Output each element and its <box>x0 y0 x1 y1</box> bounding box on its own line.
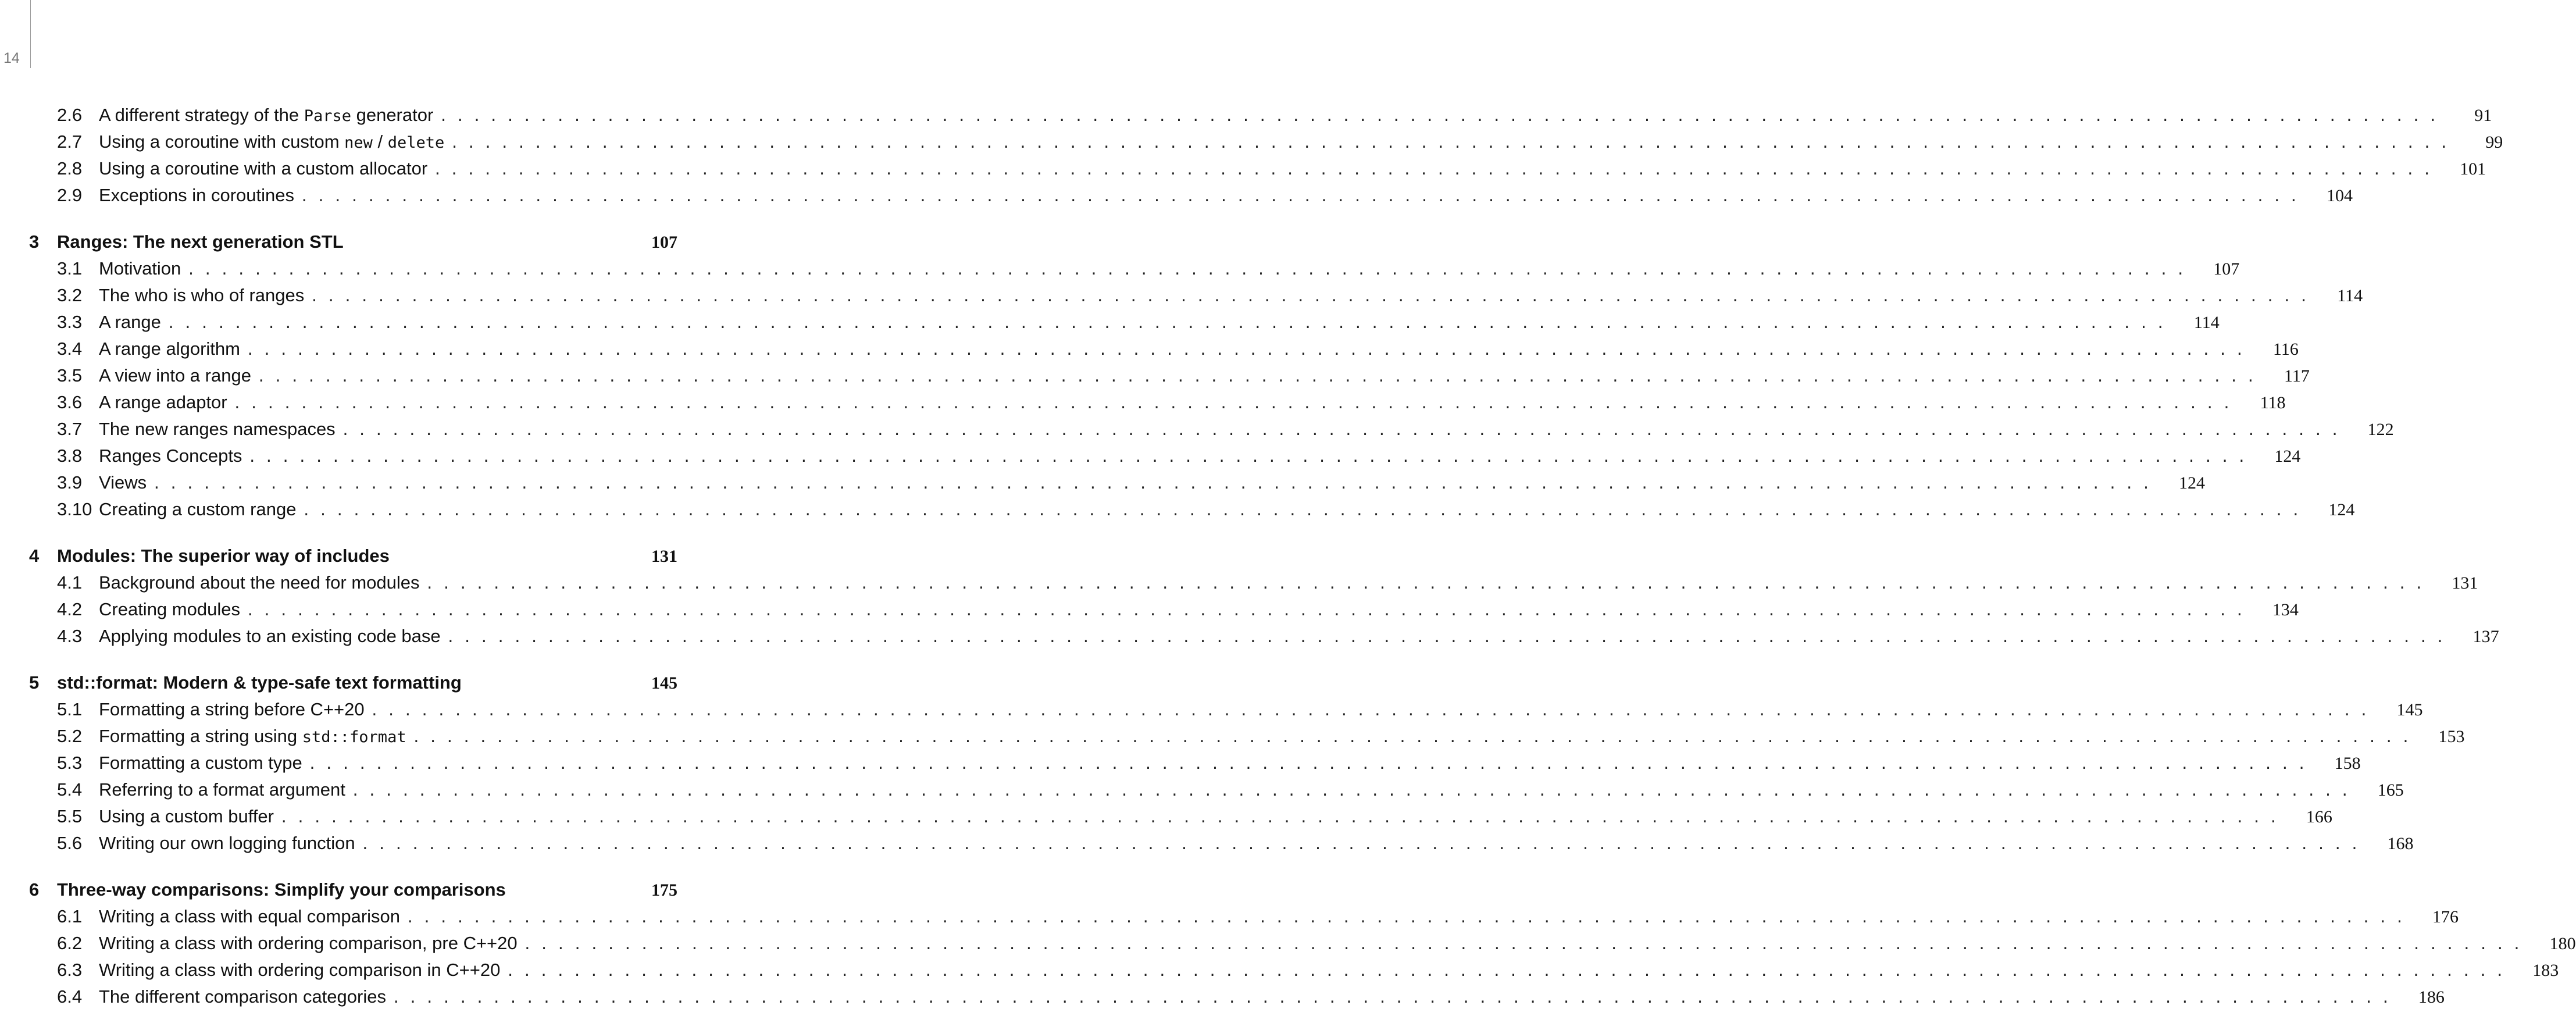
dot-leader: ........................................................................................................................ <box>341 422 2347 439</box>
dot-leader: ........................................................................................................................ <box>412 729 2418 746</box>
section-title-text: Formatting a custom type <box>99 753 302 773</box>
section-number: 4.3 <box>57 626 83 646</box>
dot-leader: ........................................................................................................................ <box>439 108 2446 124</box>
section-title-text: Writing a class with ordering comparison, pre C++20 <box>99 933 518 953</box>
dot-leader: ........................................................................................................................ <box>245 342 2252 358</box>
toc-entry-row[interactable] <box>29 750 2361 776</box>
dot-leader: ........................................................................................................................ <box>166 315 2173 332</box>
toc-entry-row[interactable] <box>29 389 2286 416</box>
chapter-heading-row[interactable] <box>29 543 677 569</box>
section-page-number: 168 <box>2387 834 2414 853</box>
section-title-code: new <box>344 134 373 152</box>
section-title-text: A range <box>99 312 161 332</box>
chapter-page-number: 131 <box>651 547 677 566</box>
table-of-contents <box>29 102 2576 1030</box>
section-title-text: Views <box>99 472 147 493</box>
section-title <box>99 389 227 416</box>
section-number: 5.6 <box>57 833 83 853</box>
toc-entry-row[interactable] <box>29 930 2576 957</box>
dot-leader: ........................................................................................................................ <box>446 629 2453 646</box>
section-title <box>99 443 242 469</box>
toc-entry-row[interactable] <box>29 830 2414 857</box>
toc-entry-row[interactable] <box>29 723 2465 750</box>
section-page-number: 134 <box>2272 600 2299 619</box>
dot-leader: ........................................................................................................................ <box>152 476 2159 492</box>
dot-leader: ........................................................................................................................ <box>433 162 2440 178</box>
toc-entry-row[interactable] <box>29 696 2423 723</box>
toc-entry-row[interactable] <box>29 623 2499 650</box>
chapter-heading-row[interactable] <box>29 229 677 255</box>
dot-leader: ........................................................................................................................ <box>506 963 2513 979</box>
section-title-text: A range adaptor <box>99 392 227 412</box>
section-page-number: 99 <box>2485 133 2503 152</box>
section-title-text: Writing a class with ordering comparison in C++20 <box>99 960 501 980</box>
section-title <box>99 930 518 957</box>
toc-chapter-section <box>29 229 2394 523</box>
toc-entry-row[interactable] <box>29 182 2353 209</box>
toc-entry-row[interactable] <box>29 282 2363 309</box>
toc-entry-row[interactable] <box>29 309 2220 336</box>
section-title-code: delete <box>387 134 445 152</box>
section-number: 3.9 <box>57 472 83 493</box>
section-title-text: generator <box>351 105 434 125</box>
toc-entry-row[interactable] <box>29 776 2404 803</box>
section-number: 5.4 <box>57 779 83 800</box>
toc-entry-row[interactable] <box>29 496 2355 523</box>
chapter-title: Three-way comparisons: Simplify your comparisons <box>57 879 506 900</box>
chapter-title: Ranges: The next generation STL <box>57 231 344 252</box>
section-page-number: 91 <box>2474 106 2492 125</box>
section-title-text: Writing our own logging function <box>99 833 355 853</box>
section-title-text: The different comparison categories <box>99 986 386 1007</box>
section-title <box>99 416 336 443</box>
section-title <box>99 803 274 830</box>
section-number: 4.2 <box>57 599 83 619</box>
section-title-text: Applying modules to an existing code base <box>99 626 441 646</box>
section-number: 3.2 <box>57 285 83 305</box>
section-title-text: Referring to a format argument <box>99 779 345 800</box>
toc-entry-row[interactable] <box>29 255 2240 282</box>
section-title-text: A view into a range <box>99 365 251 386</box>
page-number: 14 <box>3 50 20 66</box>
section-title <box>99 723 406 751</box>
section-title <box>99 102 433 130</box>
section-number: 4.1 <box>57 572 83 593</box>
section-number: 5.2 <box>57 726 83 746</box>
section-number: 3.7 <box>57 419 83 439</box>
dot-leader: ........................................................................................................................ <box>450 135 2457 151</box>
section-title <box>99 830 355 857</box>
section-page-number: 131 <box>2452 573 2478 593</box>
section-title <box>99 983 386 1010</box>
section-page-number: 101 <box>2460 159 2486 179</box>
section-page-number: 114 <box>2193 313 2220 332</box>
section-title-text: / <box>372 131 388 152</box>
section-title-text: A different strategy of the <box>99 105 304 125</box>
toc-entry-row[interactable] <box>29 983 2445 1010</box>
section-page-number: 166 <box>2306 807 2332 826</box>
section-page-number: 186 <box>2418 988 2445 1007</box>
toc-chapter-section <box>29 543 2499 650</box>
section-title-text: Motivation <box>99 258 181 279</box>
section-title <box>99 750 302 776</box>
section-page-number: 118 <box>2260 393 2286 412</box>
section-title-text: Using a coroutine with custom <box>99 131 345 152</box>
section-title <box>99 182 294 209</box>
toc-chapter-section <box>29 102 2503 209</box>
section-page-number: 122 <box>2367 420 2394 439</box>
chapter-number: 4 <box>29 546 40 566</box>
section-page-number: 180 <box>2549 934 2576 953</box>
toc-entry-row[interactable] <box>29 443 2301 469</box>
section-title <box>99 776 345 803</box>
section-page-number: 183 <box>2532 961 2559 980</box>
chapter-page-number: 107 <box>651 233 677 252</box>
section-page-number: 107 <box>2213 259 2240 279</box>
section-number: 3.10 <box>57 499 92 519</box>
section-page-number: 145 <box>2396 700 2423 719</box>
section-title-text: Background about the need for modules <box>99 572 420 593</box>
chapter-heading-row[interactable] <box>29 669 677 696</box>
chapter-number: 5 <box>29 672 40 693</box>
section-number: 2.6 <box>57 105 83 125</box>
section-number: 3.8 <box>57 445 83 466</box>
dot-leader: ........................................................................................................................ <box>187 262 2193 278</box>
section-number: 2.8 <box>57 158 83 179</box>
section-number: 2.9 <box>57 185 83 205</box>
dot-leader: ........................................................................................................................ <box>391 990 2398 1006</box>
toc-entry-row[interactable] <box>29 155 2486 182</box>
section-title-text: Ranges Concepts <box>99 445 242 466</box>
toc-entry-row[interactable] <box>29 803 2332 830</box>
section-number: 5.1 <box>57 699 83 719</box>
section-number: 6.3 <box>57 960 83 980</box>
section-page-number: 104 <box>2326 186 2353 205</box>
section-title <box>99 309 161 336</box>
section-page-number: 137 <box>2472 627 2499 646</box>
section-title <box>99 596 240 623</box>
toc-chapter-section <box>29 876 2576 1010</box>
section-title <box>99 155 427 182</box>
section-page-number: 165 <box>2377 780 2404 800</box>
section-title-text: Formatting a string using <box>99 726 302 746</box>
chapter-heading-row[interactable] <box>29 876 677 903</box>
dot-leader: ........................................................................................................................ <box>370 703 2377 719</box>
section-title-text: Formatting a string before C++20 <box>99 699 365 719</box>
section-title <box>99 282 304 309</box>
chapter-number: 3 <box>29 231 40 252</box>
section-title-code: std::format <box>302 728 406 746</box>
section-page-number: 176 <box>2432 907 2459 926</box>
section-page-number: 124 <box>2328 500 2355 519</box>
dot-leader: ........................................................................................................................ <box>308 756 2314 772</box>
section-title <box>99 696 365 723</box>
section-title <box>99 336 240 362</box>
toc-entry-row[interactable] <box>29 957 2559 983</box>
dot-leader: ........................................................................................................................ <box>425 576 2432 592</box>
section-title-code: Parse <box>304 107 351 125</box>
section-number: 3.1 <box>57 258 83 279</box>
dot-leader: ........................................................................................................................ <box>310 288 2317 305</box>
toc-entry-row[interactable] <box>29 569 2478 596</box>
chapter-number: 6 <box>29 879 40 900</box>
section-page-number: 117 <box>2284 366 2310 386</box>
toc-entry-row[interactable] <box>29 469 2206 496</box>
section-title-text: The new ranges namespaces <box>99 419 336 439</box>
section-title <box>99 569 420 596</box>
section-title-text: A range algorithm <box>99 338 240 359</box>
section-title <box>99 362 251 389</box>
section-title <box>99 496 296 523</box>
toc-chapter-section <box>29 669 2465 857</box>
section-number: 3.5 <box>57 365 83 386</box>
section-title-text: Exceptions in coroutines <box>99 185 295 205</box>
section-title <box>99 623 441 650</box>
section-title-text: Creating a custom range <box>99 499 297 519</box>
section-title-text: Writing a class with equal comparison <box>99 906 401 926</box>
dot-leader: ........................................................................................................................ <box>245 603 2252 619</box>
chapter-title: std::format: Modern & type-safe text formatting <box>57 672 462 693</box>
toc-entry-row[interactable] <box>29 416 2394 443</box>
section-number: 3.4 <box>57 338 83 359</box>
section-page-number: 124 <box>2179 473 2206 493</box>
dot-leader: ........................................................................................................................ <box>233 395 2239 412</box>
toc-entry-row[interactable] <box>29 102 2492 129</box>
section-title <box>99 255 181 282</box>
section-number: 3.3 <box>57 312 83 332</box>
section-number: 6.4 <box>57 986 83 1007</box>
section-page-number: 153 <box>2438 727 2465 746</box>
page-margin-rule <box>30 0 31 68</box>
chapter-page-number: 175 <box>651 881 677 900</box>
dot-leader: ........................................................................................................................ <box>351 783 2357 799</box>
section-title-text: The who is who of ranges <box>99 285 305 305</box>
section-title-text: Creating modules <box>99 599 240 619</box>
section-number: 6.1 <box>57 906 83 926</box>
section-number: 3.6 <box>57 392 83 412</box>
section-page-number: 158 <box>2334 754 2361 773</box>
dot-leader: ........................................................................................................................ <box>523 936 2529 953</box>
dot-leader: ........................................................................................................................ <box>248 449 2254 465</box>
dot-leader: ........................................................................................................................ <box>406 910 2412 926</box>
section-number: 2.7 <box>57 131 83 152</box>
dot-leader: ........................................................................................................................ <box>361 836 2367 853</box>
section-number: 5.3 <box>57 753 83 773</box>
dot-leader: ........................................................................................................................ <box>302 502 2309 519</box>
toc-entry-row[interactable] <box>29 903 2459 930</box>
section-number: 5.5 <box>57 806 83 826</box>
chapter-title: Modules: The superior way of includes <box>57 546 390 566</box>
section-page-number: 124 <box>2274 447 2301 466</box>
section-page-number: 116 <box>2273 340 2299 359</box>
section-number: 6.2 <box>57 933 83 953</box>
section-title <box>99 903 400 930</box>
section-title-text: Using a custom buffer <box>99 806 274 826</box>
section-title-text: Using a coroutine with a custom allocator <box>99 158 428 179</box>
toc-entry-row[interactable] <box>29 129 2503 155</box>
section-title <box>99 957 500 983</box>
toc-entry-row[interactable] <box>29 596 2299 623</box>
toc-entry-row[interactable] <box>29 336 2299 362</box>
dot-leader: ........................................................................................................................ <box>256 369 2263 385</box>
section-page-number: 114 <box>2337 286 2363 305</box>
dot-leader: ........................................................................................................................ <box>279 810 2286 826</box>
chapter-page-number: 145 <box>651 673 677 693</box>
dot-leader: ........................................................................................................................ <box>300 188 2306 205</box>
section-title <box>99 129 444 156</box>
toc-entry-row[interactable] <box>29 362 2310 389</box>
section-title <box>99 469 147 496</box>
